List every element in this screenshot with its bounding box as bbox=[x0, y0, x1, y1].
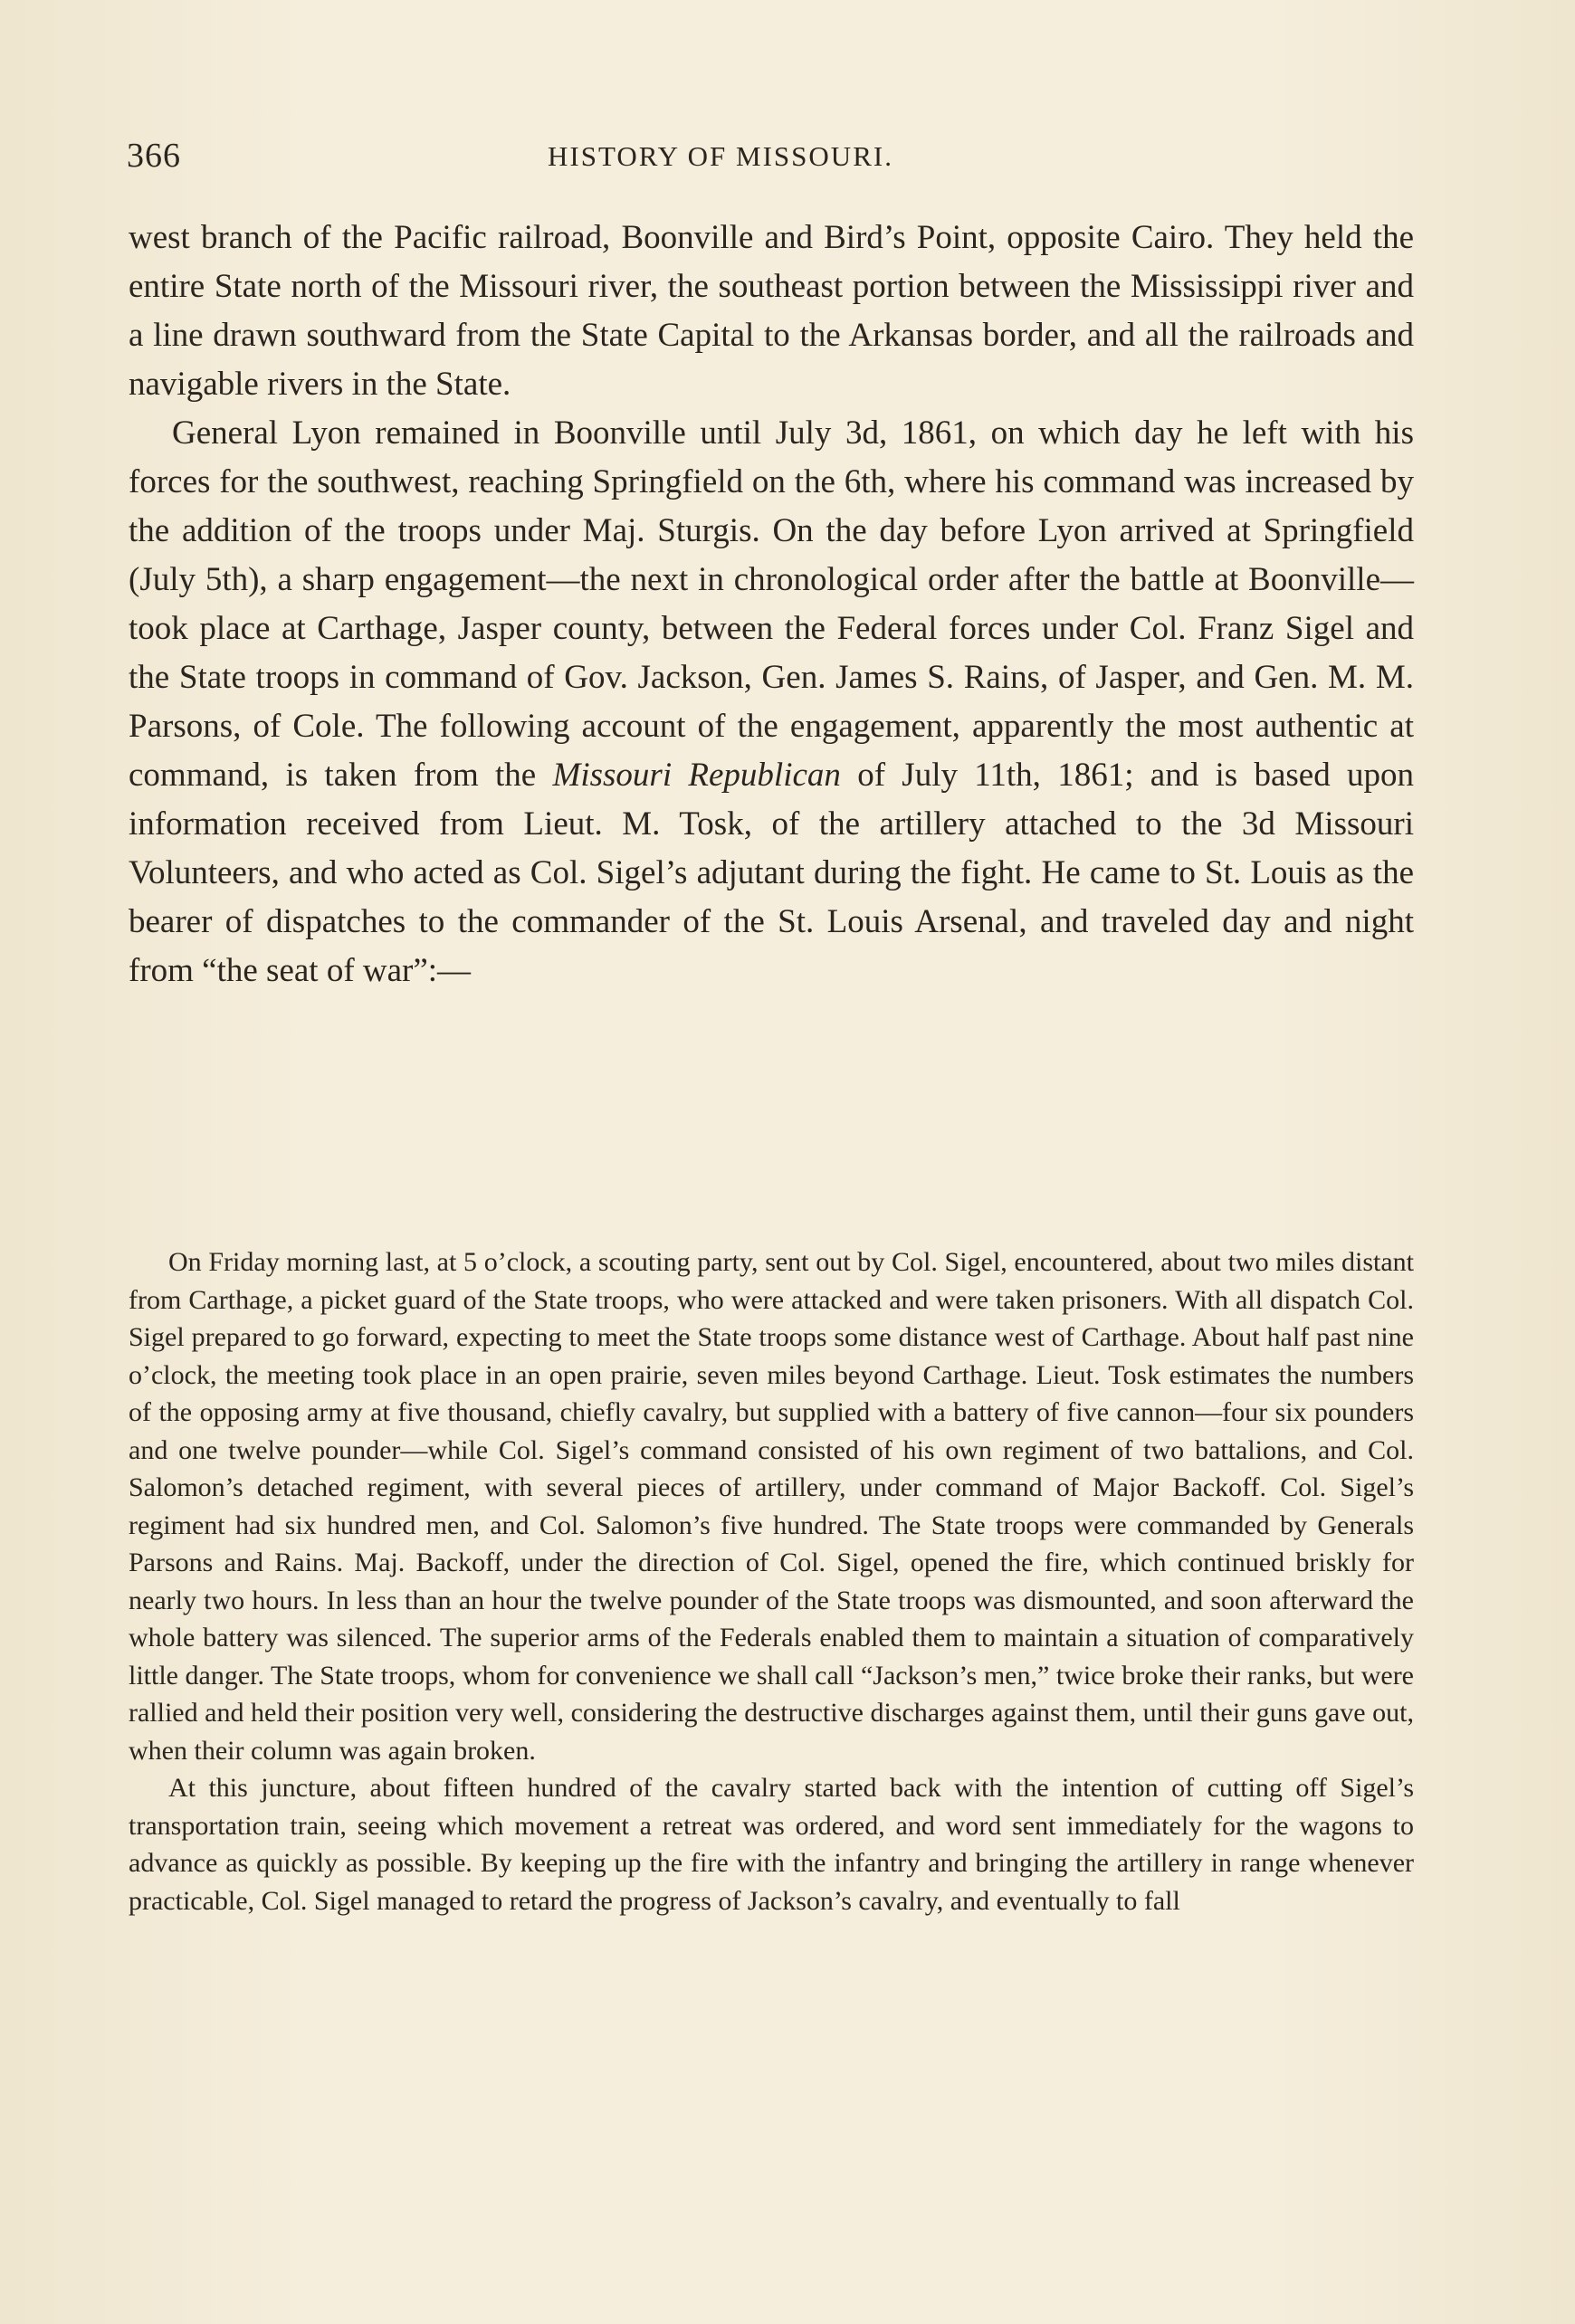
newspaper-title: Missouri Republican bbox=[552, 757, 841, 794]
page-number: 366 bbox=[127, 137, 181, 175]
running-head bbox=[127, 136, 1412, 181]
body-paragraph-2-end: of July 11th, 1861; and is based upon information received from Lieut. M. Tosk, of the artillery attached to the 3d Missouri Volunteers, and who acted as Col. Sigel’s adjutant during the fight. He came to St. Louis as the bearer of dispatches to the commander of the St. Louis Arsenal, and traveled day and night from “the seat of war”:— bbox=[129, 757, 1414, 989]
quoted-account bbox=[129, 1243, 1414, 1919]
main-text bbox=[129, 214, 1414, 995]
body-paragraph-2 bbox=[129, 409, 1414, 995]
running-title: HISTORY OF MISSOURI. bbox=[548, 140, 893, 172]
quote-paragraph-2: At this juncture, about fifteen hundred of the cavalry started back with the intention of cutting off Sigel’s transportation train, seeing which movement a retreat was ordered, and word sent immediately for the wagons to advance as quickly as possible. By keeping up the fire with the infantry and bringing the artillery in range whenever practicable, Col. Sigel managed to retard the progress of Jackson’s cavalry, and eventually to fall bbox=[129, 1773, 1414, 1916]
body-paragraph-1: west branch of the Pacific railroad, Boonville and Bird’s Point, opposite Cairo. They held the entire State north of the Missouri river, the southeast portion between the Mississippi river and a line drawn southward from the State Capital to the Arkansas border, and all the railroads and navigable rivers in the State. bbox=[129, 219, 1414, 403]
body-paragraph-2-start: General Lyon remained in Boonville until July 3d, 1861, on which day he left with his forces for the southwest, reaching Springfield on the 6th, where his command was increased by the addition of the troops under Maj. Sturgis. On the day before Lyon arrived at Springfield (July 5th), a sharp engagement—the next in chronological order after the battle at Boonville—took place at Carthage, Jasper county, between the Federal forces under Col. Franz Sigel and the State troops in command of Gov. Jackson, Gen. James S. Rains, of Jasper, and Gen. M. M. Parsons, of Cole. The following account of the engagement, apparently the most authentic at command, is taken from the bbox=[129, 414, 1414, 794]
quote-paragraph-1: On Friday morning last, at 5 o’clock, a scouting party, sent out by Col. Sigel, encountered, about two miles distant from Carthage, a picket guard of the State troops, who were attacked and were taken prisoners. With all dispatch Col. Sigel prepared to go forward, expecting to meet the State troops some distance west of Carthage. About half past nine o’clock, the meeting took place in an open prairie, seven miles beyond Carthage. Lieut. Tosk estimates the numbers of the opposing army at five thousand, chiefly cavalry, but supplied with a battery of five cannon—four six pounders and one twelve pounder—while Col. Sigel’s command consisted of his own regiment of two battalions, and Col. Salomon’s detached regiment, with several pieces of artillery, under command of Major Backoff. Col. Sigel’s regiment had six hundred men, and Col. Salomon’s five hundred. The State troops were commanded by Generals Parsons and Rains. Maj. Backoff, under the direction of Col. Sigel, opened the fire, which continued briskly for nearly two hours. In less than an hour the twelve pounder of the State troops was dismounted, and soon afterward the whole battery was silenced. The superior arms of the Federals enabled them to maintain a situation of comparatively little danger. The State troops, whom for convenience we shall call “Jackson’s men,” twice broke their ranks, but were rallied and held their position very well, considering the destructive discharges against them, until their guns gave out, when their column was again broken. bbox=[129, 1247, 1414, 1766]
